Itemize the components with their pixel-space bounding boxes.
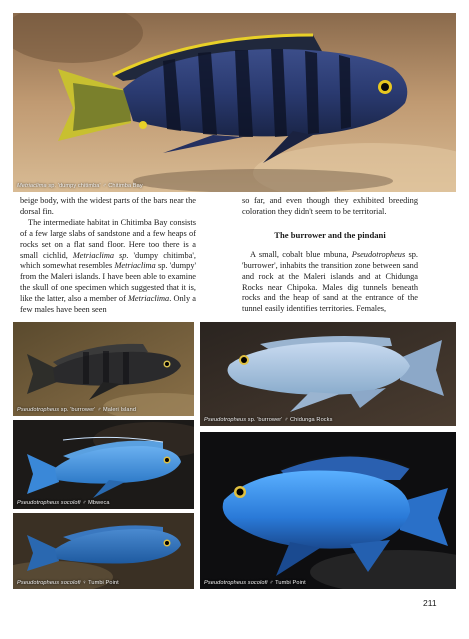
caption-socolofi-tumbi-male: Pseudotropheus socolofi ♂ Tumbi Point: [204, 580, 306, 586]
fish-image-socolofi-tumbi-male: [200, 432, 456, 589]
fish-image-burrower-chidunga: [200, 322, 456, 426]
right-text-column: [242, 196, 418, 315]
fish-image-socolofi-mbweca: [13, 420, 194, 509]
fish-image-burrower-maleri: [13, 322, 194, 416]
section-heading-burrower: The burrower and the pindani: [274, 229, 386, 240]
paragraph-breeding-coloration: so far, and even though they exhibited breeding coloration they didn't seem to be territorial.: [242, 196, 418, 216]
paragraph-beige-body: beige body, with the widest parts of the bars near the dorsal fin.: [20, 196, 196, 216]
paragraph-burrower: A small, cobalt blue mbuna, Pseudotropheus sp. 'burrower', inhabits the transition zone between sand and rock at the Maleri islands and at Chidunga Rocks near Chipoka. Males dig tunnels beneath rocks and the heap of sand at the entrance of the tunnel easily identifies territories. Females,: [242, 249, 418, 314]
photo-socolofi-tumbi-male: [200, 432, 456, 589]
photo-socolofi-tumbi-female: [13, 513, 194, 589]
photo-burrower-maleri: [13, 322, 194, 416]
page-number: 211: [423, 598, 437, 608]
fish-image-dumpy-chitimba: [13, 13, 456, 192]
photo-burrower-chidunga: [200, 322, 456, 426]
photo-socolofi-mbweca: [13, 420, 194, 509]
fish-image-socolofi-tumbi-female: [13, 513, 194, 589]
left-text-column: [20, 196, 196, 316]
caption-socolofi-tumbi-female: Pseudotropheus socolofi ♀ Tumbi Point: [17, 580, 119, 586]
caption-dumpy-chitimba: Metriaclima sp. 'dumpy chitimba' ♂ Chitimba Bay: [17, 183, 143, 189]
caption-burrower-maleri: Pseudotropheus sp. 'burrower' ♂ Maleri Island: [17, 407, 137, 413]
paragraph-intermediate-habitat: The intermediate habitat in Chitimba Bay consists of a few large slabs of sandstone and a few heaps of rocks set on a flat sand floor. Here too there is a small cichlid, Metriaclima sp. 'dumpy chitimba', which somewhat resembles Metriaclima sp. 'dumpy' from the Maleri islands. I have been able to examine the skull of one specimen which suggested that it is, like the latter, also a member of Metriaclima. Only a few males have been seen: [20, 217, 196, 315]
photo-dumpy-chitimba: [13, 13, 456, 192]
caption-burrower-chidunga: Pseudotropheus sp. 'burrower' ♂ Chidunga Rocks: [204, 417, 333, 423]
caption-socolofi-mbweca: Pseudotropheus socolofi ♂ Mbweca: [17, 500, 110, 506]
